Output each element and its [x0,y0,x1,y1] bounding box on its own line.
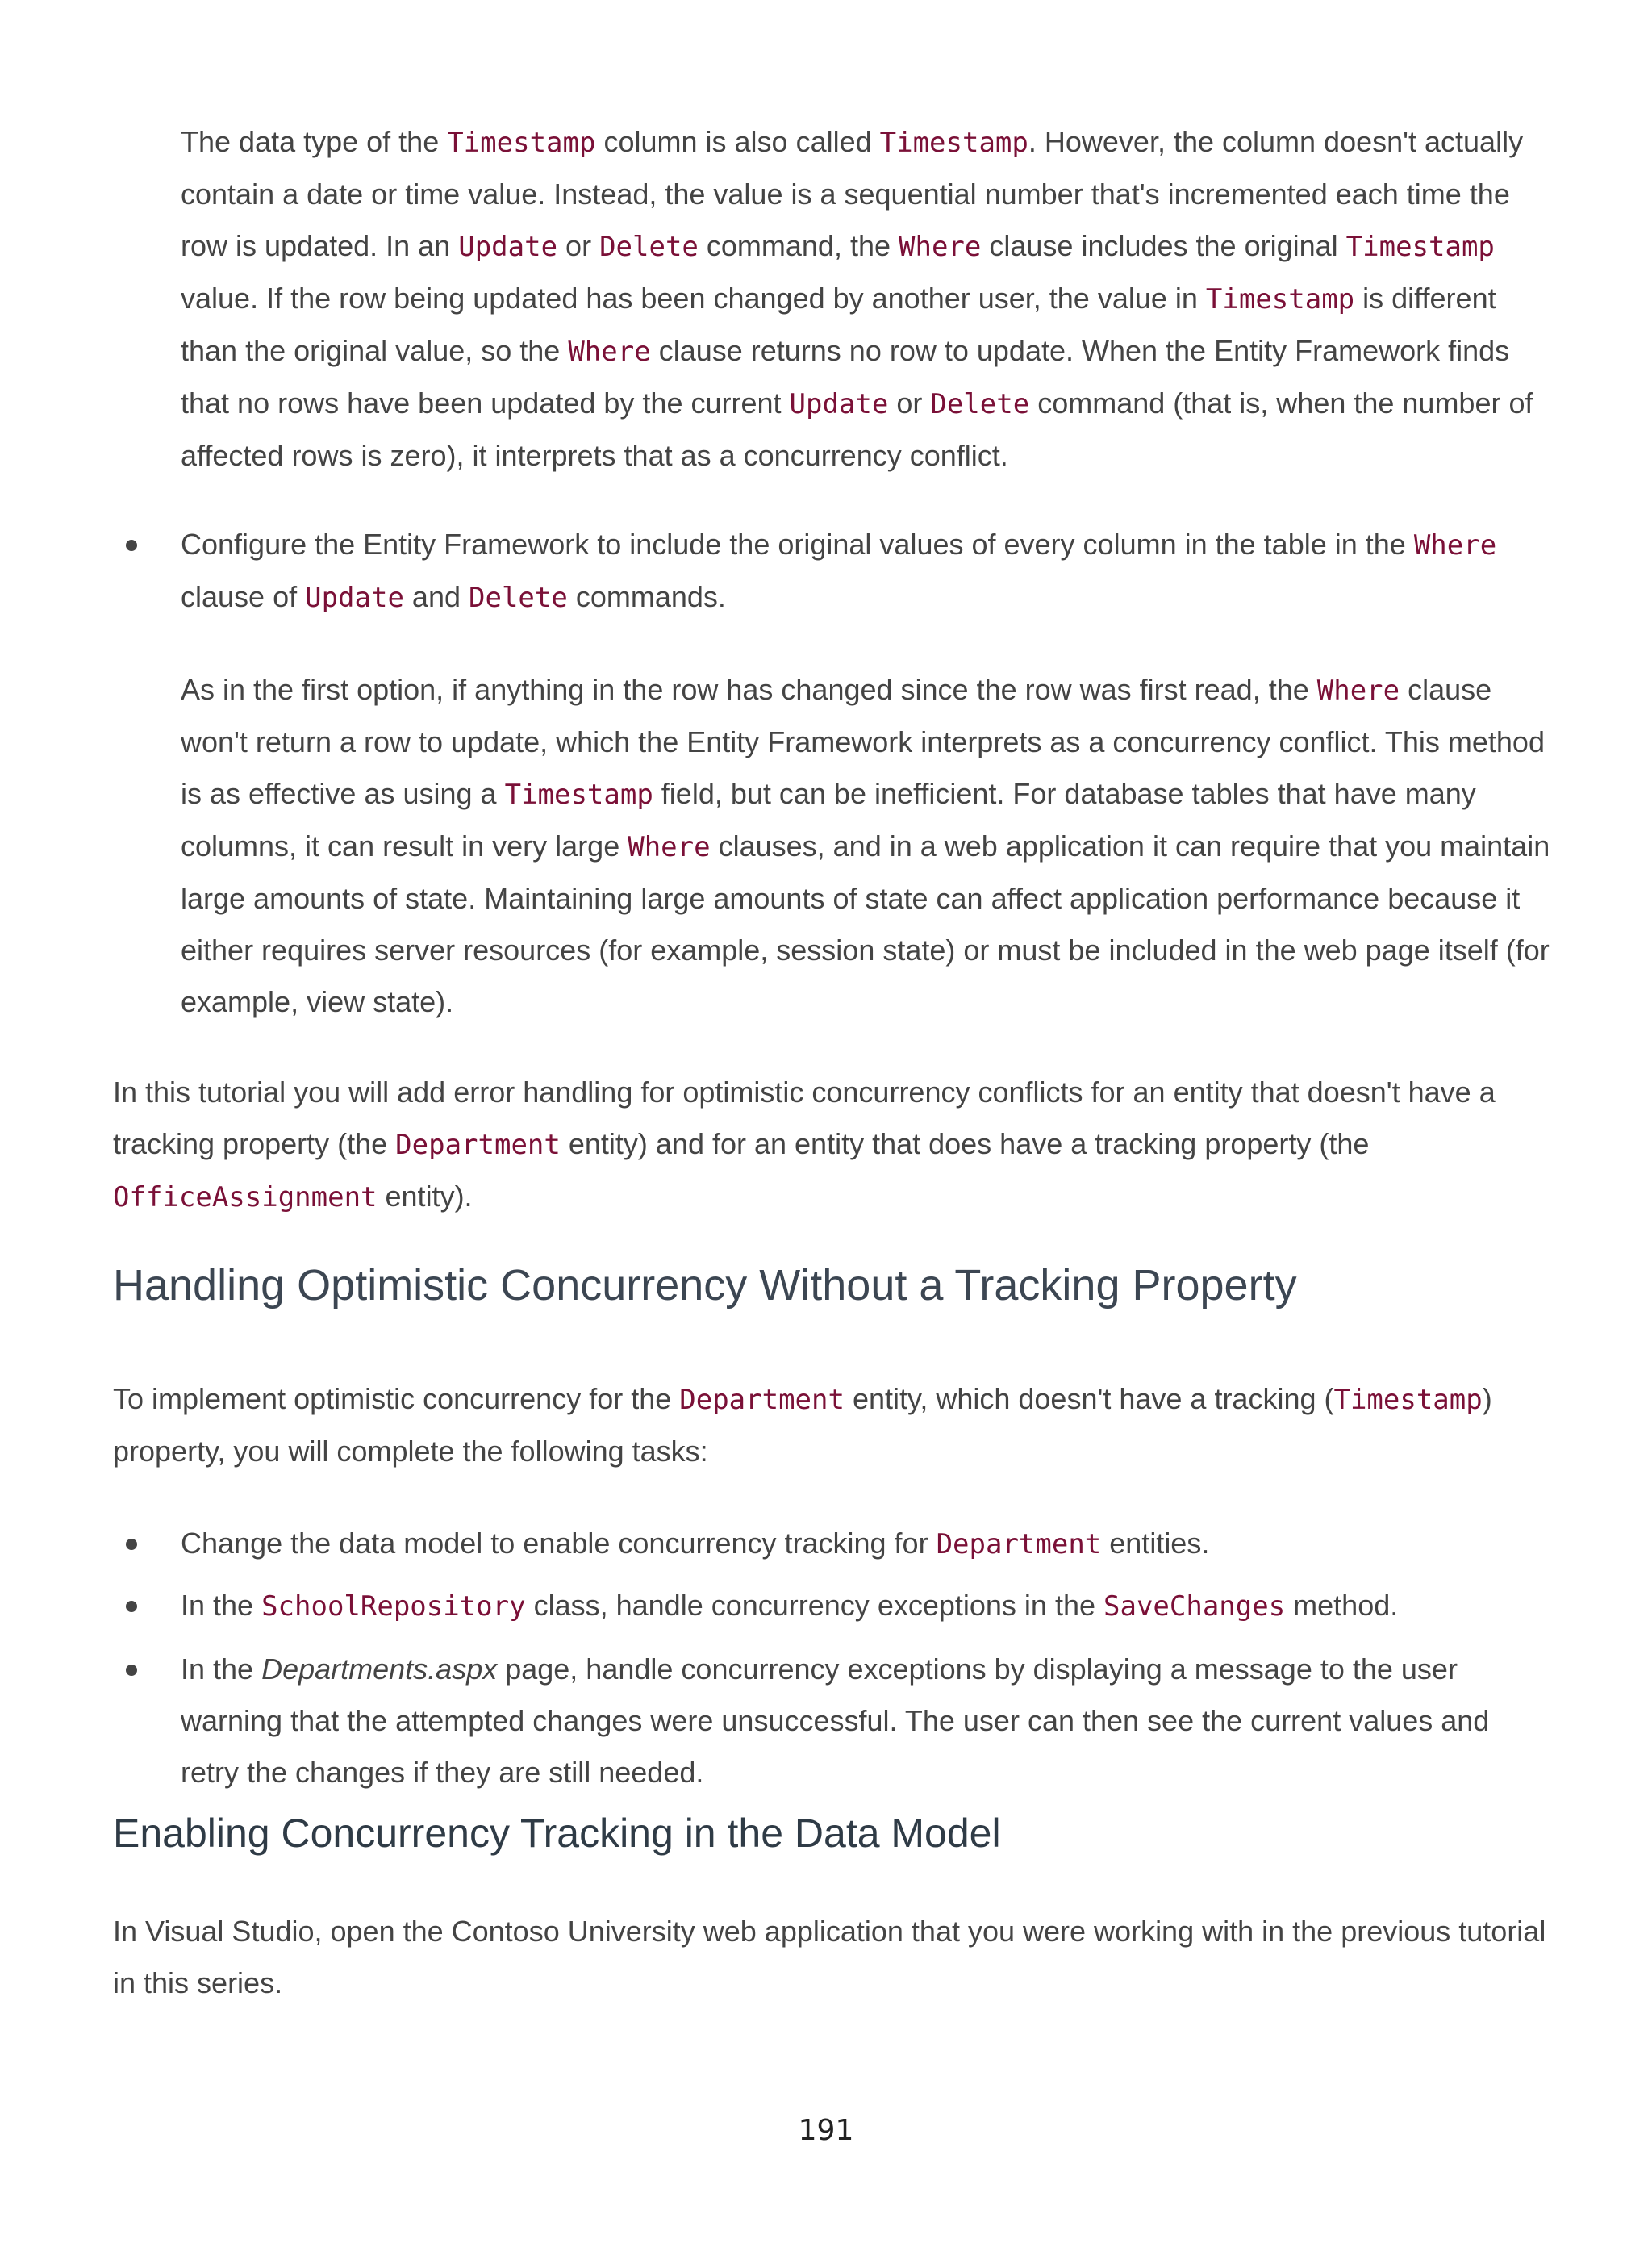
section-heading-enabling-concurrency-tracking: Enabling Concurrency Tracking in the Data Model [113,1811,1001,1856]
page-number: 191 [798,2114,854,2147]
text-run: entities. [1101,1527,1210,1560]
text-run: In the [181,1652,262,1686]
task-bullet-departments-page [181,1644,1552,1798]
text-run: commands. [567,580,726,613]
text-run: As in the first option, if anything in the row has changed since the row was first read, the [181,673,1317,706]
filename-departments-aspx: Departments.aspx [261,1652,498,1686]
text-run: and [403,580,469,613]
section-heading-without-tracking-property: Handling Optimistic Concurrency Without a Tracking Property [113,1261,1297,1310]
code-school-repository: SchoolRepository [261,1590,526,1623]
text-run: or [888,386,931,420]
task-bullet-data-model [181,1518,1552,1570]
open-visual-studio-paragraph: In Visual Studio, open the Contoso University web application that you were working with in the previous tutorial in this series. [113,1915,1546,1999]
code-department: Department [679,1384,845,1416]
text-run: entity) and for an entity that does have a tracking property (the [560,1127,1370,1160]
code-save-changes: SaveChanges [1103,1590,1286,1623]
text-run: or [557,229,600,262]
code-update: Update [305,582,404,614]
task-bullet-repository [181,1580,1552,1632]
text-run: field, but can be inefficient. For database tables that have many columns, it can result in very large [181,777,1476,863]
code-timestamp: Timestamp [447,127,596,159]
text-run: command (that is, when the number of affected rows is zero), it interprets that as a concurrency conflict. [181,386,1533,472]
text-run: clause of [181,580,306,613]
bullet-configure-entity-framework [181,519,1552,624]
text-run: page, handle concurrency exceptions by displaying a message to the user warning that the attempted changes were unsuccessful. The user can then see the current values and retry the changes if they are still needed. [181,1652,1490,1789]
implement-concurrency-paragraph [113,1373,1552,1477]
text-run: clauses, and in a web application it can require that you maintain large amounts of state. Maintaining large amounts of state can affect application performance because it either requires server resources (for example, session state) or must be included in the web page itself (for example, view state). [181,829,1550,1018]
text-run: entity, which doesn't have a tracking ( [844,1382,1334,1415]
bullet-dot [126,1601,137,1612]
code-delete: Delete [469,582,568,614]
text-run: In this tutorial you will add error handling for optimistic concurrency conflicts for an entity that doesn't have a tracking property (the [113,1076,1496,1160]
text-run: The data type of the [181,125,448,158]
code-delete: Delete [930,388,1030,420]
text-run: is different than the original value, so the [181,282,1496,367]
text-run: method. [1285,1589,1399,1622]
text-run: entity). [377,1180,473,1213]
text-run: ) property, you will complete the following tasks: [113,1382,1492,1468]
text-run: value. If the row being updated has been changed by another user, the value in [181,282,1206,315]
bullet-dot [126,1539,137,1550]
code-where: Where [1316,675,1400,707]
text-run: clause includes the original [981,229,1346,262]
text-run: In the [181,1589,262,1622]
code-timestamp: Timestamp [504,779,653,811]
text-run: command, the [698,229,899,262]
text-run: clause returns no row to update. When the Entity Framework finds that no rows have been updated by the current [181,334,1510,420]
bullet-dot [126,1665,137,1676]
code-delete: Delete [599,231,699,263]
code-where: Where [628,831,711,863]
code-timestamp: Timestamp [1345,231,1495,263]
bullet-dot [126,540,137,551]
code-timestamp: Timestamp [1333,1384,1483,1416]
code-department: Department [395,1129,561,1161]
code-timestamp: Timestamp [879,127,1028,159]
code-where: Where [568,336,651,368]
text-run: To implement optimistic concurrency for the [113,1382,680,1415]
code-timestamp: Timestamp [1205,283,1355,315]
text-run: . However, the column doesn't actually contain a date or time value. Instead, the value is a sequential number that's incremented each time the row is updated. In an [181,125,1524,262]
text-run: Configure the Entity Framework to include the original values of every column in the table in the [181,528,1414,561]
code-where: Where [899,231,982,263]
code-update: Update [458,231,558,263]
code-where: Where [1413,529,1497,562]
text-run: class, handle concurrency exceptions in the [525,1589,1103,1622]
text-run: column is also called [595,125,880,158]
first-option-paragraph [181,664,1552,1028]
code-update: Update [789,388,889,420]
code-office-assignment: OfficeAssignment [113,1181,378,1214]
tutorial-intro-paragraph [113,1067,1552,1223]
text-run: Change the data model to enable concurrency tracking for [181,1527,937,1560]
text-run: clause won't return a row to update, which the Entity Framework interprets as a concurrency conflict. This method is as effective as using a [181,673,1545,810]
code-department: Department [936,1528,1102,1560]
timestamp-explanation-paragraph [181,116,1552,482]
